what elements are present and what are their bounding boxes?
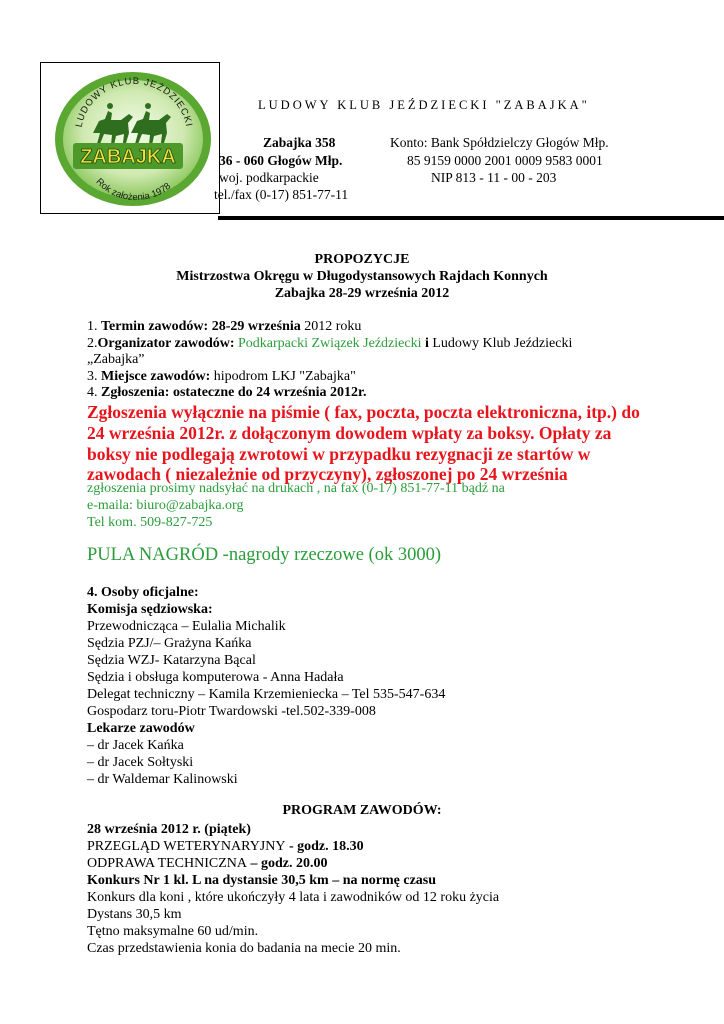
item-venue-num: 3. [87,369,101,384]
program-vet-label: PRZEGLĄD WETERYNARYJNY [87,839,286,854]
notice-green-phone: Tel kom. 509-827-725 [87,515,213,530]
address-line-1: Zabajka 358 [263,135,336,150]
prize-pool: PULA NAGRÓD -nagrody rzeczowe (ok 3000) [87,545,441,565]
program-detail: Konkurs dla koni , które ukończyły 4 lata i zawodników od 12 roku życia [87,890,500,905]
notice-green-line: zgłoszenia prosimy nadsyłać na drukach , na fax (0-17) 851-77-11 bądź na [87,481,505,496]
logo-arc-text: LUDOWY KLUB JEŹDZIECKI [73,75,195,129]
official-member: Gospodarz toru-Piotr Twardowski -tel.502-339-008 [87,704,376,719]
program-vet [87,839,364,855]
item-organizer-and: i [421,336,429,351]
club-logo [40,62,220,214]
doc-date: Zabajka 28-29 września 2012 [274,286,450,301]
program-briefing-label: ODPRAWA TECHNICZNA [87,856,248,871]
program-detail: Tętno maksymalne 60 ud/min. [87,924,259,939]
item-organizer [87,336,572,352]
logo-banner-text: ZABAJKA [80,146,176,168]
header-divider [218,216,724,220]
doctors-heading: Lekarze zawodów [87,721,195,736]
program-heading: PROGRAM ZAWODÓW: [282,803,442,818]
item-organizer-num: 2. [87,336,98,351]
official-member: Sędzia PZJ/– Grażyna Kańka [87,636,252,651]
item-organizer-label: Organizator zawodów: [97,336,238,351]
program-vet-time: - godz. 18.30 [285,839,364,854]
item-term-num: 1. [87,319,101,334]
committee-heading: Komisja sędziowska: [87,602,213,617]
official-member: Delegat techniczny – Kamila Krzemieniecka – Tel 535-547-634 [87,687,446,702]
item-venue-label: Miejsce zawodów: [101,369,211,384]
doctor: – dr Jacek Kańka [87,738,184,753]
item-entries-num: 4. [87,385,101,400]
item-term-label: Termin zawodów: 28-29 września [101,319,301,334]
item-venue [87,369,356,385]
doc-subtitle: Mistrzostwa Okręgu w Długodystansowych Rajdach Konnych [176,269,548,284]
item-entries-label: Zgłoszenia: ostateczne do 24 września 2012r. [101,385,367,400]
official-member: Przewodnicząca – Eulalia Michalik [87,619,286,634]
address-line-2: 36 - 060 Głogów Młp. [219,153,343,168]
program-briefing-time: – godz. 20.00 [247,856,328,871]
item-organizer-pzj: Podkarpacki Związek Jeździecki [238,336,422,351]
program-detail: Dystans 30,5 km [87,907,182,922]
program-contest: Konkurs Nr 1 kl. L na dystansie 30,5 km – na normę czasu [87,873,437,888]
club-name: LUDOWY KLUB JEŹDZIECKI "ZABAJKA" [258,98,590,112]
item-venue-value: hipodrom LKJ "Zabajka" [210,369,356,384]
doc-title: PROPOZYCJE [314,252,410,267]
official-member: Sędzia WZJ- Katarzyna Bącal [87,653,256,668]
item-organizer-line2: „Zabajka” [87,352,145,367]
item-term [87,319,361,335]
doctor: – dr Waldemar Kalinowski [87,772,238,787]
program-day: 28 września 2012 r. (piątek) [87,822,251,837]
bank-line-1: Konto: Bank Spółdzielczy Głogów Młp. [390,135,609,150]
official-member: Sędzia i obsługa komputerowa - Anna Hadała [87,670,344,685]
logo-founded-text: Rok założenia 1978 [93,176,174,204]
club-logo-graphic [41,63,219,213]
item-term-value: 2012 roku [300,319,362,334]
program-briefing [87,856,328,872]
program-detail: Czas przedstawienia konia do badania na mecie 20 min. [87,941,401,956]
notice-green-email: e-maila: biuro@zabajka.org [87,498,244,513]
notice-red-line: zawodach ( niezależnie od przyczyny), zgłoszonej po 24 września [87,464,568,484]
notice-red-line: Zgłoszenia wyłącznie na piśmie ( fax, poczta, poczta elektroniczna, itp.) do [87,402,640,422]
bank-line-3: NIP 813 - 11 - 00 - 203 [431,170,557,185]
officials-heading: 4. Osoby oficjalne: [87,585,199,600]
item-entries [87,385,366,401]
notice-red-line: 24 września 2012r. z dołączonym dowodem wpłaty za boksy. Opłaty za [87,423,612,443]
item-organizer-lkj: Ludowy Klub Jeździecki [428,336,573,351]
address-line-3: woj. podkarpackie [219,170,319,185]
doctor: – dr Jacek Sołtyski [87,755,194,770]
notice-red-line: boksy nie podlegają zwrotowi w przypadku rezygnacji ze startów w [87,444,591,464]
address-line-4: tel./fax (0-17) 851-77-11 [214,187,349,202]
bank-line-2: 85 9159 0000 2001 0009 9583 0001 [407,153,603,168]
